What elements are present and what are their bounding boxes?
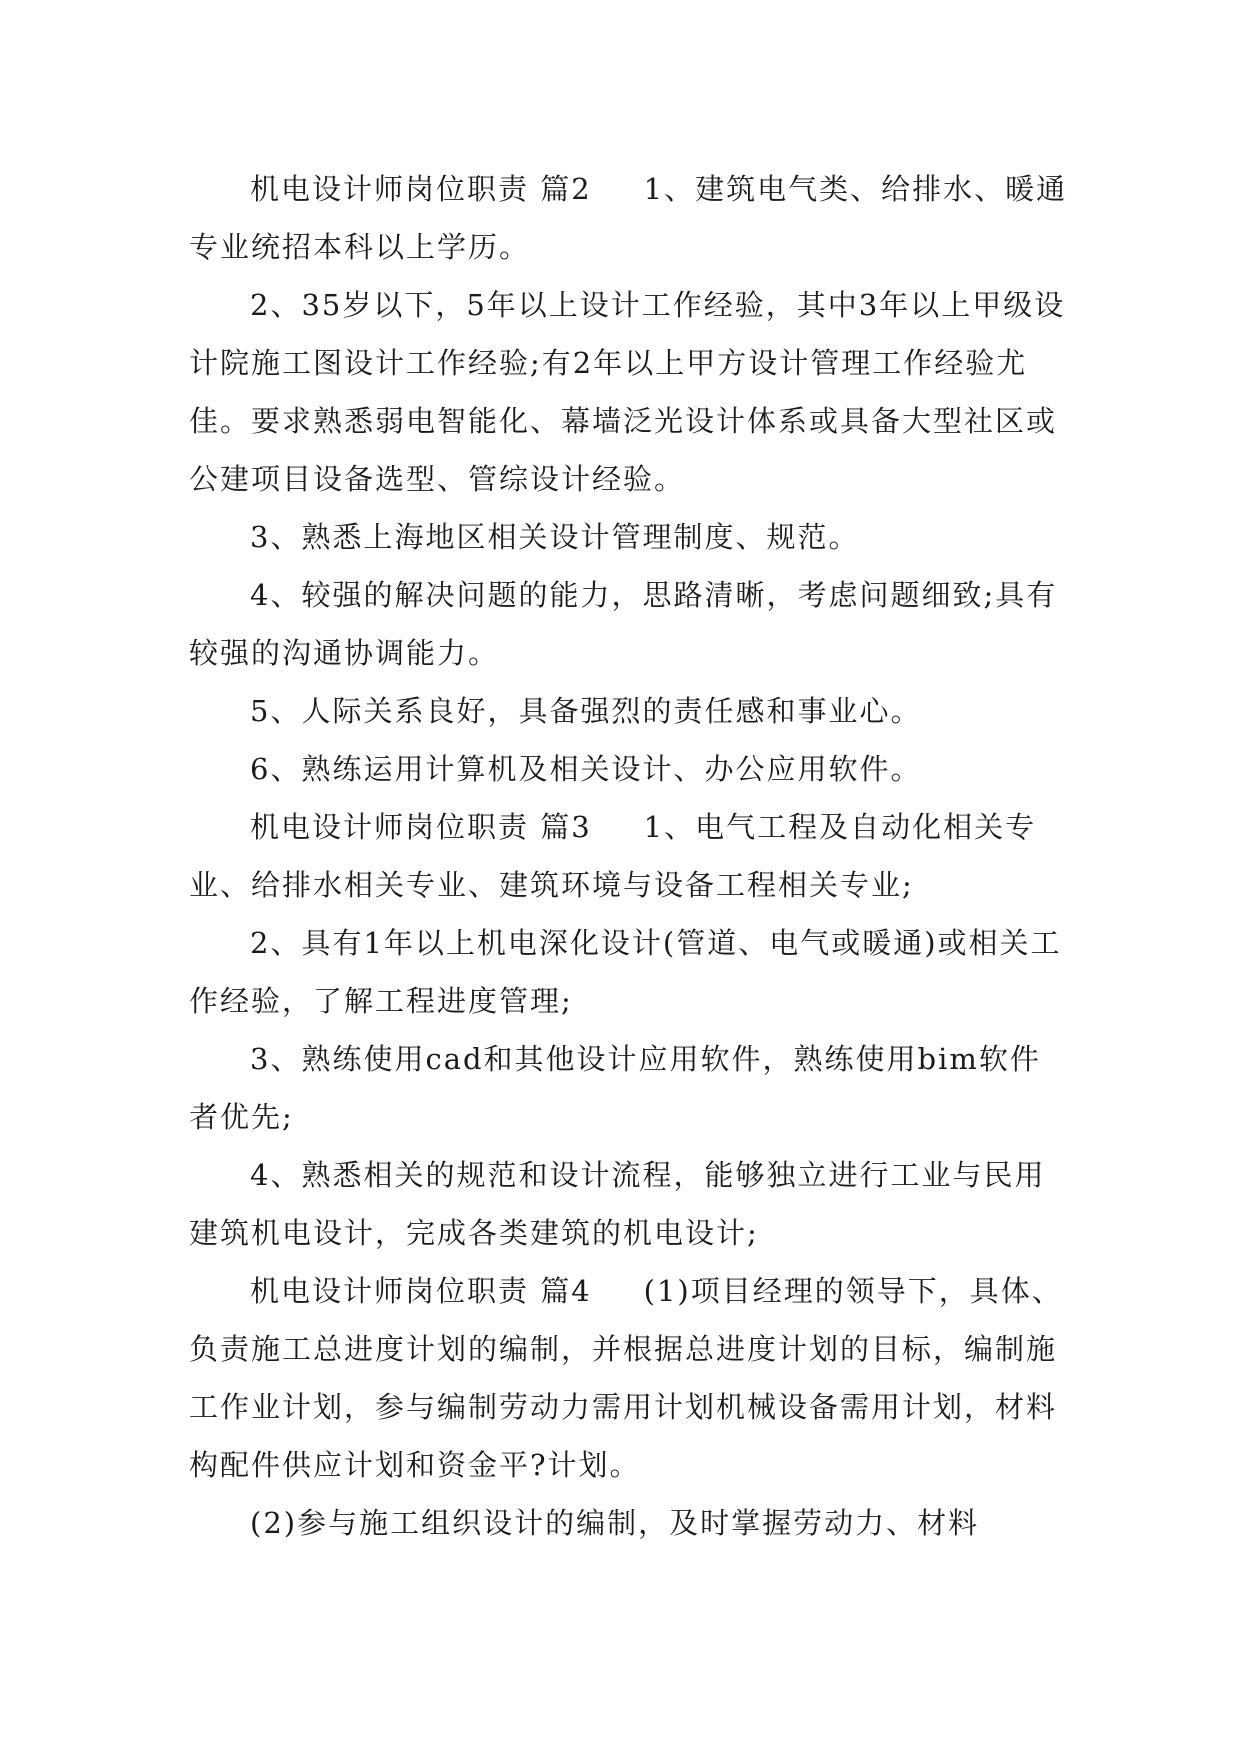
paragraph bbox=[189, 798, 1069, 914]
paragraph bbox=[189, 1146, 1069, 1262]
document-body bbox=[189, 160, 1069, 1552]
section-heading: 机电设计师岗位职责 篇2 bbox=[250, 172, 592, 206]
paragraph bbox=[189, 1030, 1069, 1146]
paragraph-text: (2)参与施工组织设计的编制，及时掌握劳动力、材料 bbox=[250, 1506, 980, 1540]
paragraph bbox=[189, 1262, 1069, 1494]
paragraph-text: 4、熟悉相关的规范和设计流程，能够独立进行工业与民用建筑机电设计，完成各类建筑的机电设计; bbox=[189, 1158, 1046, 1250]
paragraph-text: 3、熟悉上海地区相关设计管理制度、规范。 bbox=[250, 520, 860, 554]
paragraph-text: 2、35岁以下，5年以上设计工作经验，其中3年以上甲级设计院施工图设计工作经验;有2年以上甲方设计管理工作经验尤佳。要求熟悉弱电智能化、幕墙泛光设计体系或具备大型社区或公建项目设备选型、管综设计经验。 bbox=[189, 288, 1066, 496]
paragraph bbox=[189, 1494, 1069, 1552]
paragraph-text: 3、熟练使用cad和其他设计应用软件，熟练使用bim软件者优先; bbox=[189, 1042, 1041, 1134]
paragraph bbox=[189, 914, 1069, 1030]
paragraph-text: 1、建筑电气类、给排水、暖通专业统招本科以上学历。 bbox=[189, 172, 1068, 264]
paragraph-text: 2、具有1年以上机电深化设计(管道、电气或暖通)或相关工作经验，了解工程进度管理; bbox=[189, 926, 1062, 1018]
paragraph-text: 6、熟练运用计算机及相关设计、办公应用软件。 bbox=[250, 752, 922, 786]
paragraph-text: (1)项目经理的领导下，具体、负责施工总进度计划的编制，并根据总进度计划的目标，编制施工作业计划，参与编制劳动力需用计划机械设备需用计划，材料构配件供应计划和资金平?计划。 bbox=[189, 1274, 1063, 1482]
paragraph-text: 4、较强的解决问题的能力，思路清晰，考虑问题细致;具有较强的沟通协调能力。 bbox=[189, 578, 1058, 670]
paragraph-text: 1、电气工程及自动化相关专业、给排水相关专业、建筑环境与设备工程相关专业; bbox=[189, 810, 1037, 902]
paragraph bbox=[189, 682, 1069, 740]
section-heading: 机电设计师岗位职责 篇3 bbox=[250, 810, 592, 844]
paragraph bbox=[189, 740, 1069, 798]
paragraph bbox=[189, 566, 1069, 682]
paragraph bbox=[189, 508, 1069, 566]
paragraph bbox=[189, 276, 1069, 508]
section-heading: 机电设计师岗位职责 篇4 bbox=[250, 1274, 592, 1308]
paragraph bbox=[189, 160, 1069, 276]
paragraph-text: 5、人际关系良好，具备强烈的责任感和事业心。 bbox=[250, 694, 922, 728]
